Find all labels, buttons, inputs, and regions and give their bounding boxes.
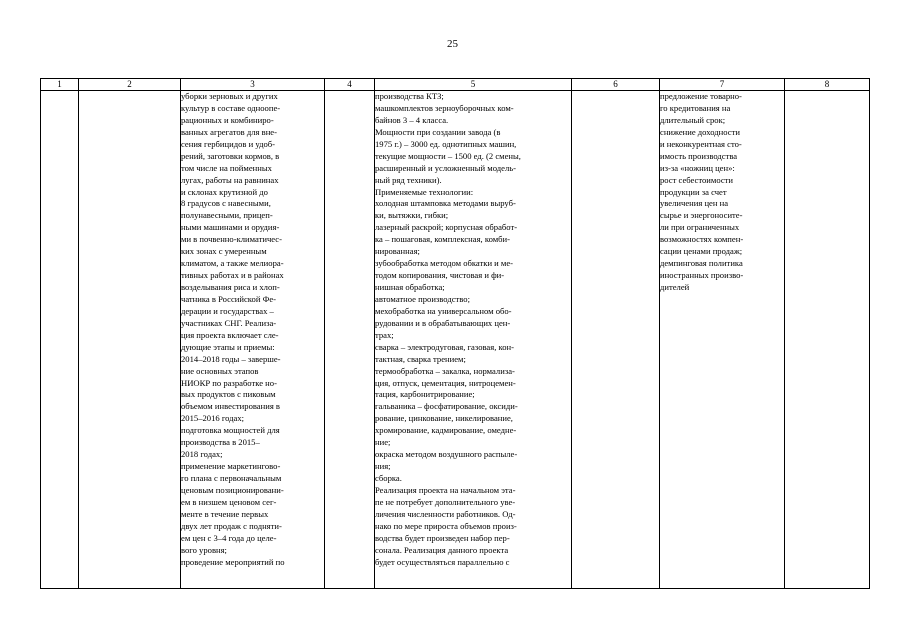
text-line: вого уровня; (181, 544, 227, 555)
page-number: 25 (447, 38, 458, 50)
document-table (40, 78, 870, 589)
text-line: ными машинами и орудия- (181, 222, 280, 233)
cell-col-5 (375, 91, 572, 589)
text-line: 2015–2016 годах; (181, 413, 245, 424)
text-line: продукции за счет (660, 186, 727, 197)
text-line: иностранных произво- (660, 270, 744, 281)
text-line: полунавесными, прицеп- (181, 210, 273, 221)
text-line: гальваника – фосфатирование, оксиди- (375, 401, 518, 412)
cell-col-3 (181, 91, 325, 589)
text-line: сырье и энергоносите- (660, 210, 743, 221)
text-line: нако по мере прироста объемов произ- (375, 520, 517, 531)
text-line: увеличения цен на (660, 198, 729, 209)
text-line: рудовании и в обрабатывающих цен- (375, 317, 511, 328)
text-line: 2018 годах; (181, 449, 223, 460)
text-line: будет осуществляться параллельно с (375, 556, 510, 567)
text-line: ный ряд техники). (375, 174, 442, 185)
text-line: го плана с первоначальным (181, 473, 282, 483)
text-line: лугах, работы на равнинах (181, 174, 279, 185)
header-col-3: 3 (181, 79, 325, 91)
header-col-4: 4 (325, 79, 375, 91)
text-line: тодом копирования, чистовая и фи- (375, 270, 505, 281)
text-line: 2014–2018 годы – заверше- (181, 353, 281, 364)
cell-col-1 (41, 91, 79, 589)
header-col-7: 7 (660, 79, 785, 91)
header-col-1: 1 (41, 79, 79, 91)
text-line: том числе на пойменных (181, 162, 272, 173)
text-line: хромирование, кадмирование, омедне- (375, 425, 517, 436)
text-line: длительный срок; (660, 114, 726, 125)
text-line: ция проекта включает сле- (181, 329, 279, 340)
text-line: предложение товарно- (660, 91, 742, 101)
text-line: ние основных этапов (181, 365, 259, 376)
text-line: машкомплектов зерноуборочных ком- (375, 102, 514, 113)
text-line: и склонах крутизной до (181, 186, 268, 197)
text-line: ценовым позиционировани- (181, 484, 284, 495)
text-line: ние; (375, 437, 391, 448)
text-line: байнов 3 – 4 класса. (375, 114, 449, 125)
text-line: дерации и государствах – (181, 305, 274, 316)
text-line: Реализация проекта на начальном эта- (375, 484, 516, 495)
text-line: рений, заготовки кормов, в (181, 150, 280, 161)
text-line: нишная обработка; (375, 282, 445, 292)
text-line: нированная; (375, 246, 420, 257)
text-line: и неконкурентная сто- (660, 138, 742, 149)
text-line: ция, отпуск, цементация, нитроцемен- (375, 377, 516, 388)
text-line: уборки зерновых и других (181, 91, 278, 101)
text-line: рост себестоимости (660, 174, 734, 185)
text-line: пе не потребует дополнительного уве- (375, 496, 516, 507)
header-col-2: 2 (79, 79, 181, 91)
text-line: ка – пошаговая, комплексная, комби- (375, 234, 510, 245)
text-line: производства КТЗ; (375, 91, 444, 101)
text-line: текущие мощности – 1500 ед. (2 смены, (375, 150, 521, 161)
text-line: 8 градусов с навесными, (181, 198, 271, 209)
text-line: Применяемые технологии: (375, 186, 474, 197)
text-line: лазерный раскрой; корпусная обработ- (375, 222, 518, 233)
text-line: зубообработка методом обкатки и ме- (375, 258, 514, 269)
text-line: ванных агрегатов для вне- (181, 126, 277, 137)
text-line: ки, вытяжки, гибки; (375, 210, 449, 221)
text-line: вых продуктов с пиковым (181, 389, 276, 400)
text-line: двух лет продаж с подняти- (181, 520, 282, 531)
text-line: тивных работах и в районах (181, 270, 284, 281)
text-line: расширенный и усложненный модель- (375, 162, 517, 173)
text-line: имость производства (660, 150, 738, 161)
text-line: тация, карбонитрирование; (375, 389, 475, 400)
text-line: из-за «ножниц цен»: (660, 162, 735, 173)
text-line: личения численности работников. Од- (375, 508, 516, 519)
text-line: применение маркетингово- (181, 461, 281, 472)
text-line: менте в течение первых (181, 508, 269, 519)
text-line: ем цен с 3–4 года до целе- (181, 532, 277, 543)
text-line: сборка. (375, 473, 402, 483)
text-line: сации ценами продаж; (660, 246, 743, 257)
cell-col-4 (325, 91, 375, 589)
text-line: чатника в Российской Фе- (181, 293, 277, 304)
text-line: холодная штамповка методами выруб- (375, 198, 516, 209)
text-line: сения гербицидов и удоб- (181, 138, 276, 149)
text-line: дителей (660, 282, 690, 292)
text-line: ких зонах с умеренным (181, 246, 267, 257)
header-col-5: 5 (375, 79, 572, 91)
text-line: 1975 г.) – 3000 ед. однотипных машин, (375, 138, 517, 149)
cell-col-6 (572, 91, 660, 589)
text-line: климатом, а также мелиора- (181, 258, 284, 269)
text-line: объемом инвестирования в (181, 401, 280, 412)
text-line: трах; (375, 329, 394, 340)
text-line: автоматное производство; (375, 293, 470, 304)
text-line: Мощности при создании завода (в (375, 126, 501, 137)
text-line: окраска методом воздушного распыле- (375, 449, 518, 460)
text-line: ли при ограниченных (660, 222, 740, 233)
text-line: рование, цинкование, никелирование, (375, 413, 513, 424)
text-line: снижение доходности (660, 126, 740, 137)
body-row (41, 91, 870, 589)
text-line: тактная, сварка трением; (375, 353, 466, 364)
text-line: ем в низшем ценовом сег- (181, 496, 277, 507)
text-line: возделывания риса и хлоп- (181, 282, 280, 292)
text-line: ми в почвенно-климатичес- (181, 234, 282, 245)
text-line: участниках СНГ. Реализа- (181, 317, 277, 328)
text-line: НИОКР по разработке но- (181, 377, 277, 388)
cell-col-7 (660, 91, 785, 589)
text-line: возможностях компен- (660, 234, 744, 245)
cell-col-8 (785, 91, 870, 589)
cell-col-2 (79, 91, 181, 589)
text-line: сонала. Реализация данного проекта (375, 544, 509, 555)
text-line: демпинговая политика (660, 258, 743, 269)
text-line: подготовка мощностей для (181, 425, 280, 436)
text-line: го кредитования на (660, 102, 731, 113)
text-line: культур в составе одноопе- (181, 102, 281, 113)
text-line: производства в 2015– (181, 437, 260, 448)
text-line: проведение мероприятий по (181, 556, 285, 567)
text-line: мехобработка на универсальном обо- (375, 305, 512, 316)
header-col-8: 8 (785, 79, 870, 91)
text-line: ния; (375, 461, 391, 472)
text-line: водства будет произведен набор пер- (375, 532, 510, 543)
text-line: дующие этапы и приемы: (181, 341, 275, 352)
header-col-6: 6 (572, 79, 660, 91)
text-line: термообработка – закалка, нормализа- (375, 365, 515, 376)
text-line: рационных и комбиниро- (181, 114, 274, 125)
header-row (41, 79, 870, 91)
text-line: сварка – электродуговая, газовая, кон- (375, 341, 514, 352)
